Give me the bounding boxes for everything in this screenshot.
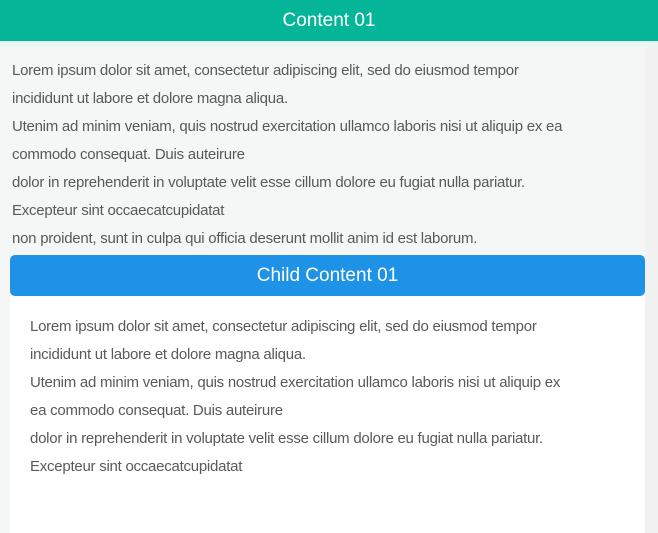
body-text-line: Utenim ad minim veniam, quis nostrud exercitation ullamco laboris nisi ut aliquip ex ea	[12, 118, 563, 135]
body-text-line: incididunt ut labore et dolore magna aliqua.	[12, 90, 288, 107]
body-text-line: Utenim ad minim veniam, quis nostrud exercitation ullamco laboris nisi ut aliquip ex	[30, 374, 561, 391]
child-accordion	[10, 255, 645, 533]
parent-header-title: Content 01	[282, 9, 376, 31]
body-text-line: incididunt ut labore et dolore magna aliqua.	[30, 346, 306, 363]
body-text-line: commodo consequat. Duis auteirure	[12, 146, 245, 163]
parent-body-text	[0, 47, 645, 253]
child-accordion-header[interactable]	[10, 255, 645, 296]
body-text-line: dolor in reprehenderit in voluptate velit esse cillum dolore eu fugiat nulla pariatur.	[12, 174, 525, 191]
parent-accordion-panel	[0, 47, 645, 533]
body-text-line: dolor in reprehenderit in voluptate velit esse cillum dolore eu fugiat nulla pariatur.	[30, 430, 543, 447]
body-text-line: Excepteur sint occaecatcupidatat	[12, 202, 225, 219]
body-text-line: Lorem ipsum dolor sit amet, consectetur adipiscing elit, sed do eiusmod tempor	[12, 62, 519, 79]
body-text-line: Excepteur sint occaecatcupidatat	[30, 458, 243, 475]
child-header-title: Child Content 01	[256, 264, 399, 286]
body-text-line: Lorem ipsum dolor sit amet, consectetur adipiscing elit, sed do eiusmod tempor	[30, 318, 537, 335]
body-text-line: non proident, sunt in culpa qui officia deserunt mollit anim id est laborum.	[12, 230, 478, 247]
child-accordion-panel	[10, 296, 645, 533]
parent-accordion-header[interactable]	[0, 0, 658, 41]
body-text-line: ea commodo consequat. Duis auteirure	[30, 402, 283, 419]
